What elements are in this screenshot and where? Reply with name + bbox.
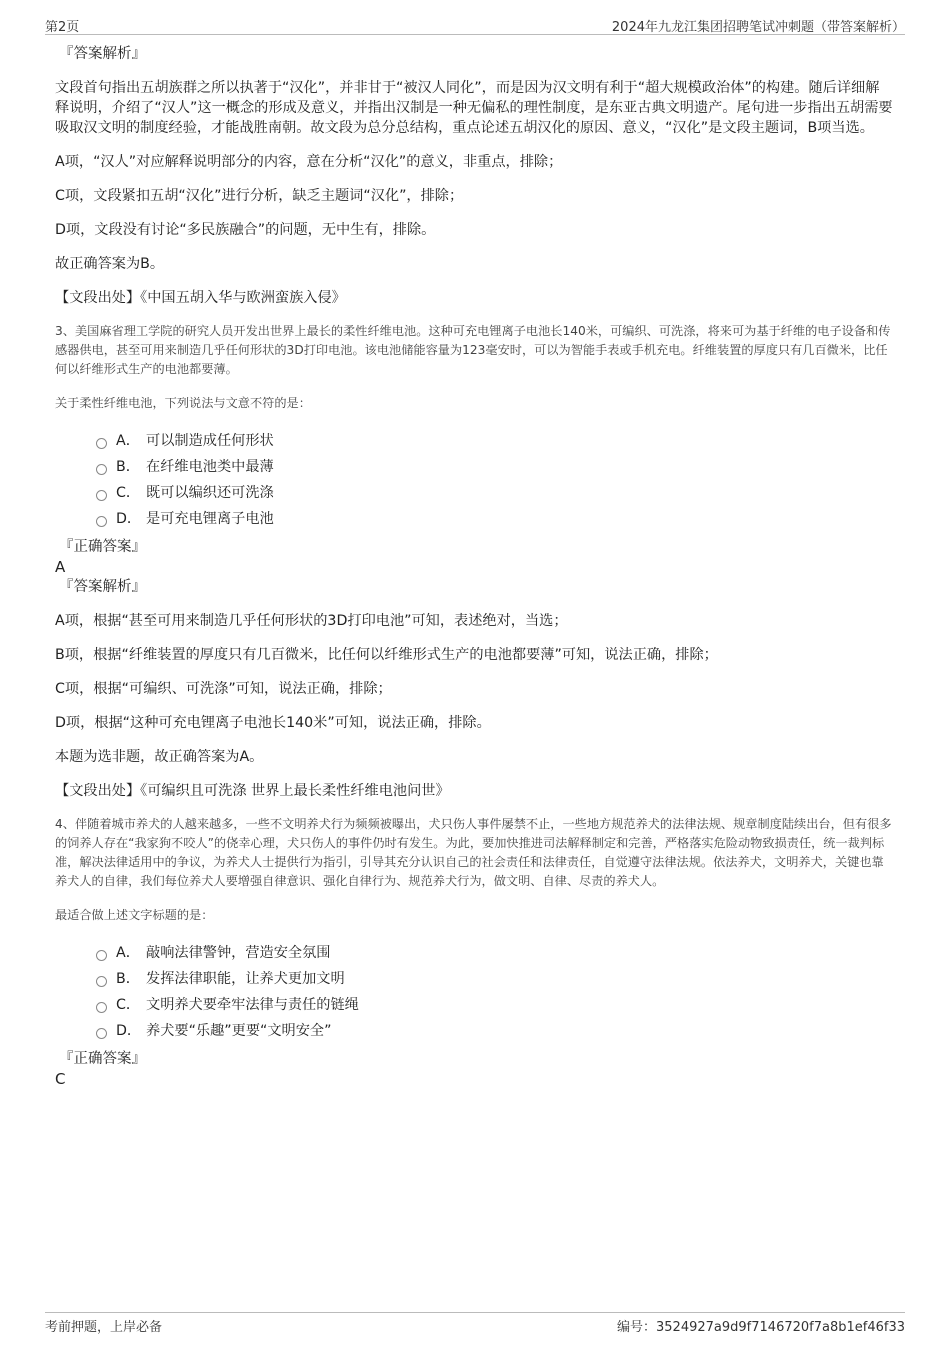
q3-analysis-label: 『答案解析』 [59,579,146,595]
q3-analysis-a: A项，根据“甚至可用来制造几乎任何形状的3D打印电池”可知，表述绝对，当选； [55,613,568,629]
q4-correct-answer: C [55,1070,66,1088]
radio-button[interactable] [96,464,107,475]
q3-analysis-d: D项，根据“这种可充电锂离子电池长140米”可知，说法正确，排除。 [55,715,491,731]
radio-button[interactable] [96,1028,107,1039]
option-text: 文明养犬要牵牢法律与责任的链绳 [146,997,359,1013]
page-content [55,44,893,1089]
q3-option-c[interactable]: C． 既可以编织还可洗涤 [96,479,893,505]
q3-stem: 3、美国麻省理工学院的研究人员开发出世界上最长的柔性纤维电池。这种可充电锂离子电池长140米，可编织、可洗涤，将来可为基于纤维的电子设备和传感器供电，甚至可用来制造几乎任何形状的3D打印电池。该电池储能容量为123毫安时，可以为智能手表或手机充电。纤维装置的厚度只有几百微米，比任何以纤维形式生产的电池都要薄。 [55,324,891,376]
q3-analysis-c: C项，根据“可编织、可洗涤”可知，说法正确，排除； [55,681,392,697]
q4-option-a[interactable]: A． 敲响法律警钟，营造安全氛围 [96,939,893,965]
q4-option-c[interactable]: C． 文明养犬要牵牢法律与责任的链绳 [96,991,893,1017]
option-text: 是可充电锂离子电池 [146,511,274,527]
option-text: 既可以编织还可洗涤 [146,485,274,501]
option-text: 在纤维电池类中最薄 [146,459,274,475]
radio-button[interactable] [96,516,107,527]
q4-option-d[interactable]: D． 养犬要“乐趣”更要“文明安全” [96,1017,893,1043]
q4-question: 最适合做上述文字标题的是： [55,908,214,922]
q2-analysis-text: 文段首句指出五胡族群之所以执著于“汉化”，并非甘于“被汉人同化”，而是因为汉文明有利于“超大规模政治体”的构建。随后详细解释说明，介绍了“汉人”这一概念的形成及意义，并指出汉制是一种无偏私的理性制度，是东亚古典文明遗产。尾句进一步指出五胡需要吸取汉文明的制度经验，才能战胜南朝。故文段为总分总结构，重点论述五胡汉化的原因、意义，“汉化”是文段主题词，B项当选。 [55,80,893,136]
radio-button[interactable] [96,490,107,501]
q2-conclusion: 故正确答案为B。 [55,256,165,272]
q3-conclusion: 本题为选非题，故正确答案为A。 [55,749,264,765]
page-number: 第2页 [45,20,80,35]
q3-question: 关于柔性纤维电池，下列说法与文意不符的是： [55,396,311,410]
footer-slogan: 考前押题，上岸必备 [45,1320,163,1335]
q3-option-b[interactable]: B． 在纤维电池类中最薄 [96,453,893,479]
radio-button[interactable] [96,950,107,961]
document-title: 2024年九龙江集团招聘笔试冲刺题（带答案解析） [611,20,905,35]
page-footer [45,1312,905,1335]
page-header [45,14,905,35]
q3-option-d[interactable]: D． 是可充电锂离子电池 [96,505,893,531]
option-text: 发挥法律职能，让养犬更加文明 [146,971,345,987]
q2-analysis-label: 『答案解析』 [59,46,146,62]
q4-stem: 4、伴随着城市养犬的人越来越多，一些不文明养犬行为频频被曝出，犬只伤人事件屡禁不止，一些地方规范养犬的法律法规、规章制度陆续出台，但有很多的饲养人存在“我家狗不咬人”的侥幸心理，犬只伤人的事件仍时有发生。为此，要加快推进司法解释制定和完善，严格落实危险动物致损责任，统一裁判标准，解决法律适用中的争议，为养犬人士提供行为指引，引导其充分认识自己的社会责任和法律责任，自觉遵守法律法规。依法养犬，文明养犬，关键也靠养犬人的自律，我们每位养犬人要增强自律意识、强化自律行为、规范养犬行为，做文明、自律、尽责的养犬人。 [55,817,892,888]
radio-button[interactable] [96,976,107,987]
option-text: 可以制造成任何形状 [146,433,274,449]
q3-correct-answer: A [55,558,66,576]
q2-analysis-a: A项，“汉人”对应解释说明部分的内容，意在分析“汉化”的意义，非重点，排除； [55,154,563,170]
q2-analysis-d: D项，文段没有讨论“多民族融合”的问题，无中生有，排除。 [55,222,436,238]
option-text: 敲响法律警钟，营造安全氛围 [146,945,331,961]
q4-options [55,939,893,1043]
option-text: 养犬要“乐趣”更要“文明安全” [146,1023,332,1039]
q4-correct-label: 『正确答案』 [59,1051,146,1067]
q3-option-a[interactable]: A． 可以制造成任何形状 [96,427,893,453]
radio-button[interactable] [96,438,107,449]
q2-analysis-c: C项，文段紧扣五胡“汉化”进行分析，缺乏主题词“汉化”，排除； [55,188,464,204]
q3-source: 【文段出处】《可编织且可洗涤 世界上最长柔性纤维电池问世》 [55,783,450,799]
q4-option-b[interactable]: B． 发挥法律职能，让养犬更加文明 [96,965,893,991]
q2-source: 【文段出处】《中国五胡入华与欧洲蛮族入侵》 [55,290,346,306]
q3-correct-label: 『正确答案』 [59,539,146,555]
document-id: 编号：3524927a9d9f7146720f7a8b1ef46f33 [617,1320,905,1335]
q3-options [55,427,893,531]
q3-analysis-b: B项，根据“纤维装置的厚度只有几百微米，比任何以纤维形式生产的电池都要薄”可知，说法正确，排除； [55,647,718,663]
radio-button[interactable] [96,1002,107,1013]
